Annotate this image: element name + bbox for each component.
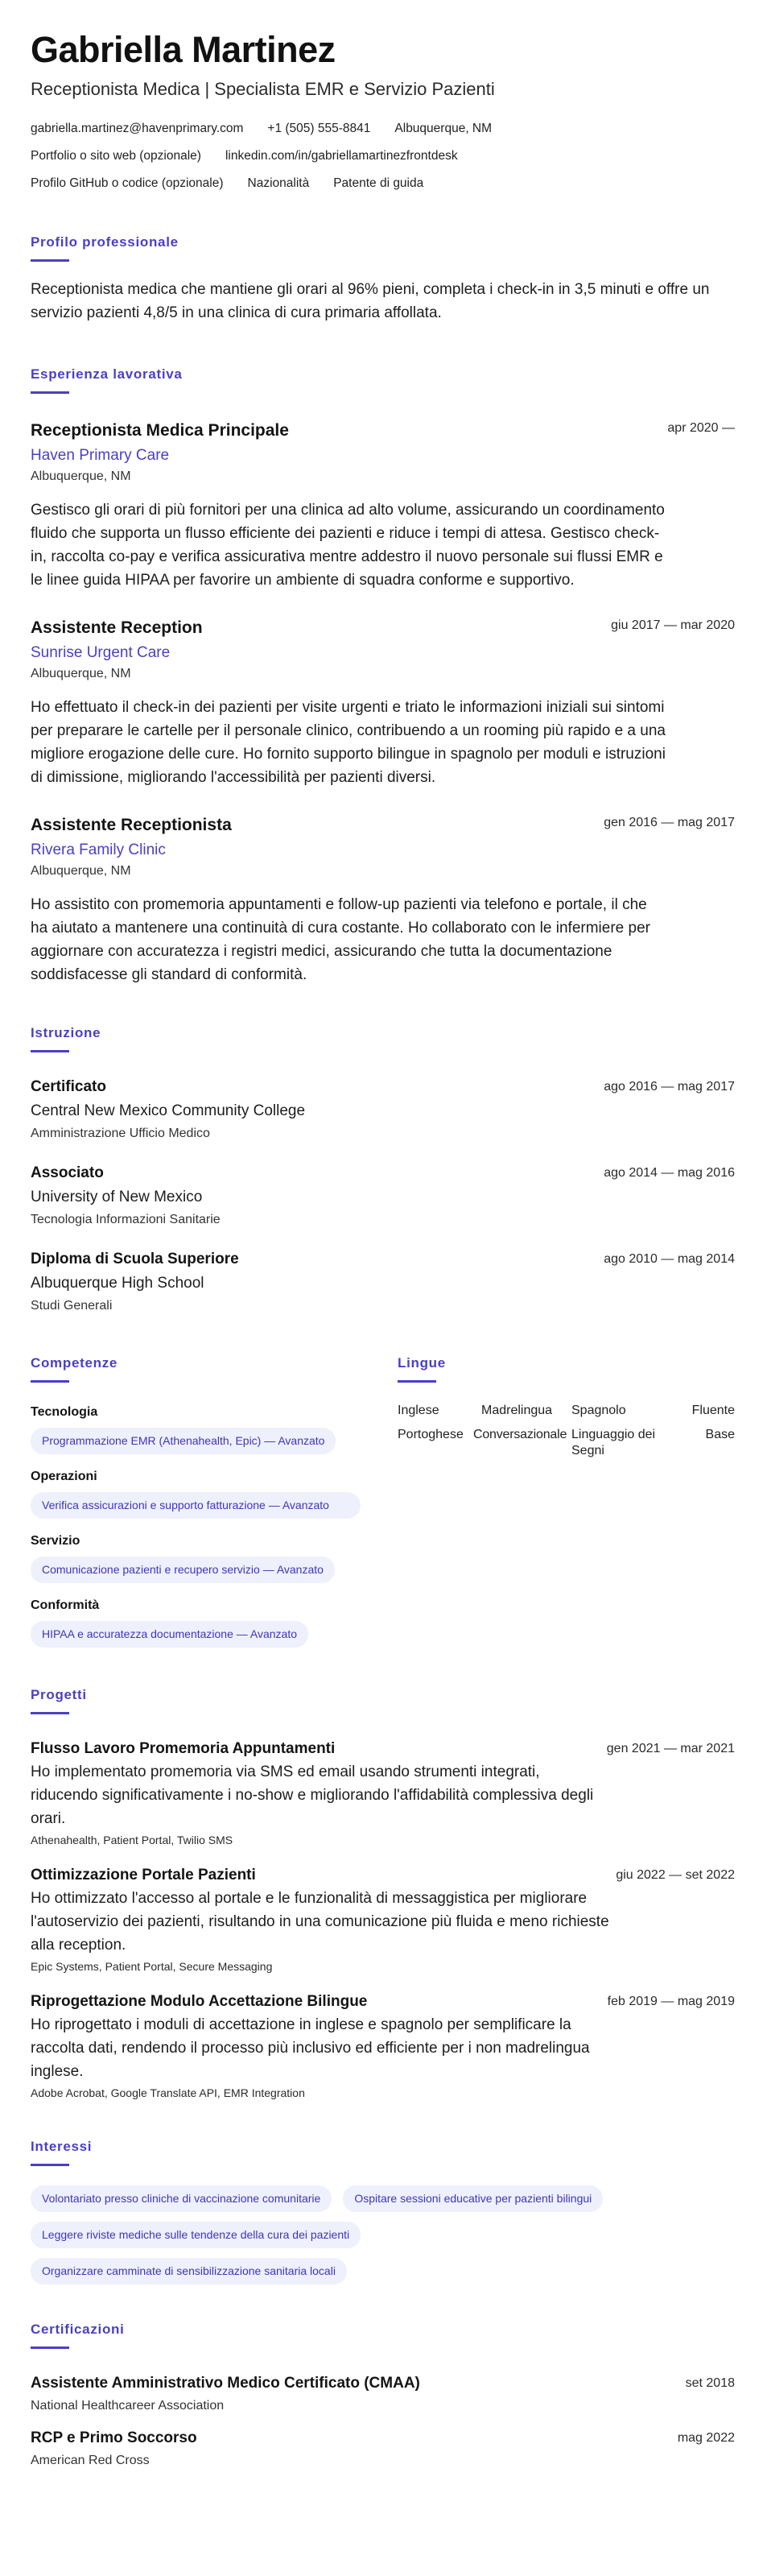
education-entry bbox=[31, 1163, 735, 1229]
certification-issuer: American Red Cross bbox=[31, 2454, 150, 2467]
interest-tag: Leggere riviste mediche sulle tendenze della cura dei pazienti bbox=[31, 2222, 361, 2248]
language-row bbox=[398, 1403, 735, 1422]
resume-header bbox=[31, 29, 735, 192]
language-level: Madrelingua bbox=[481, 1404, 553, 1417]
education-school: Albuquerque High School bbox=[31, 1275, 204, 1292]
education-entry bbox=[31, 1249, 735, 1315]
education-date: ago 2016 — mag 2017 bbox=[604, 1080, 735, 1094]
interests-list bbox=[31, 2185, 699, 2294]
certification-entry bbox=[31, 2428, 735, 2470]
project-title: Riprogettazione Modulo Accettazione Bilingue bbox=[31, 1993, 368, 2010]
job-entry bbox=[31, 617, 735, 789]
contact-portfolio[interactable]: Portfolio o sito web (opzionale) bbox=[31, 149, 201, 163]
details-row bbox=[31, 176, 735, 192]
job-description: Ho assistito con promemoria appuntamenti e follow-up pazienti via telefono e portale, il che ha aiutato a mantenere una continuità di cura costante. Ho collaborato con le infermiere per aggiornare con accuratezza i registri medici, assicurando che tutta la documentazione soddisfacesse gli standard di conformità. bbox=[31, 896, 650, 983]
project-description: Ho riprogettato i moduli di accettazione in inglese e spagnolo per semplificare la raccolta dati, rendendo il processo più inclusivo ed efficiente per i non madrelingua inglese. bbox=[31, 2016, 590, 2080]
job-description: Gestisco gli orari di più fornitori per una clinica ad alto volume, assicurando un coordinamento fluido che supporta un flusso efficiente dei pazienti e riduce i tempi di attesa. Gestisco check-in, raccolta co-pay e verifica assicurativa mentre addestro il nuovo personale sui flussi EMR e le linee guida HIPAA per favorire un ambiente di squadra conforme e supportivo. bbox=[31, 502, 665, 589]
section-divider bbox=[31, 259, 69, 262]
projects-section bbox=[31, 1686, 735, 2101]
job-title: Assistente Receptionista bbox=[31, 816, 232, 834]
job-title: Assistente Reception bbox=[31, 618, 203, 637]
certification-date: set 2018 bbox=[685, 2376, 735, 2390]
education-date: ago 2010 — mag 2014 bbox=[604, 1252, 735, 1266]
education-date: ago 2014 — mag 2016 bbox=[604, 1166, 735, 1180]
education-section bbox=[31, 1024, 735, 1315]
section-divider bbox=[31, 1050, 69, 1052]
interest-tag: Volontariato presso cliniche di vaccinazione comunitarie bbox=[31, 2185, 332, 2212]
education-school: Central New Mexico Community College bbox=[31, 1102, 306, 1119]
skill-category: Operazioni bbox=[31, 1470, 97, 1483]
experience-title: Esperienza lavorativa bbox=[31, 366, 183, 382]
language-level: Fluente bbox=[691, 1404, 735, 1417]
project-description: Ho implementato promemoria via SMS ed email usando strumenti integrati, riducendo significativamente i no-show e migliorando l'affidabilità complessiva degli orari. bbox=[31, 1764, 594, 1827]
skill-tag: Programmazione EMR (Athenahealth, Epic) — Avanzato bbox=[31, 1428, 336, 1454]
language-name: Portoghese bbox=[398, 1428, 464, 1441]
job-company: Haven Primary Care bbox=[31, 447, 170, 464]
job-title: Receptionista Medica Principale bbox=[31, 421, 289, 440]
job-location: Albuquerque, NM bbox=[31, 864, 131, 878]
project-title: Flusso Lavoro Promemoria Appuntamenti bbox=[31, 1740, 336, 1757]
skills-title: Competenze bbox=[31, 1355, 118, 1371]
language-name: Inglese bbox=[398, 1404, 439, 1417]
project-technologies: Adobe Acrobat, Google Translate API, EMR Integration bbox=[31, 2086, 305, 2099]
job-company: Rivera Family Clinic bbox=[31, 841, 166, 858]
job-location: Albuquerque, NM bbox=[31, 667, 131, 680]
skill-group bbox=[31, 1404, 398, 1454]
skill-category: Servizio bbox=[31, 1534, 80, 1548]
project-date: giu 2022 — set 2022 bbox=[616, 1868, 735, 1882]
education-degree: Certificato bbox=[31, 1078, 106, 1095]
project-date: gen 2021 — mar 2021 bbox=[606, 1742, 735, 1755]
education-title: Istruzione bbox=[31, 1025, 101, 1040]
education-field: Tecnologia Informazioni Sanitarie bbox=[31, 1213, 221, 1226]
project-entry bbox=[31, 1739, 735, 1848]
certifications-section bbox=[31, 2321, 735, 2470]
certification-entry bbox=[31, 2373, 735, 2415]
section-divider bbox=[31, 1380, 69, 1383]
projects-title: Progetti bbox=[31, 1687, 87, 1702]
section-divider bbox=[31, 2347, 69, 2349]
certification-date: mag 2022 bbox=[677, 2431, 735, 2445]
interests-section bbox=[31, 2138, 735, 2294]
certification-name: Assistente Amministrativo Medico Certificato (CMAA) bbox=[31, 2375, 420, 2392]
job-date: gen 2016 — mag 2017 bbox=[604, 816, 735, 829]
skill-group bbox=[31, 1532, 398, 1583]
summary-text: Receptionista medica che mantiene gli orari al 96% pieni, completa i check-in in 3,5 minuti e offre un servizio pazienti 4,8/5 in una clinica di cura primaria affollata. bbox=[31, 281, 710, 321]
contact-github[interactable]: Profilo GitHub o codice (opzionale) bbox=[31, 176, 224, 190]
contact-license: Patente di guida bbox=[333, 176, 424, 190]
project-technologies: Athenahealth, Patient Portal, Twilio SMS bbox=[31, 1834, 233, 1846]
job-company: Sunrise Urgent Care bbox=[31, 644, 171, 661]
project-date: feb 2019 — mag 2019 bbox=[607, 1995, 735, 2008]
project-entry bbox=[31, 1991, 735, 2101]
education-field: Amministrazione Ufficio Medico bbox=[31, 1127, 210, 1140]
summary-title: Profilo professionale bbox=[31, 234, 179, 250]
education-field: Studi Generali bbox=[31, 1299, 113, 1313]
language-name: Spagnolo bbox=[571, 1404, 626, 1417]
project-technologies: Epic Systems, Patient Portal, Secure Messaging bbox=[31, 1960, 273, 1973]
skill-tag: HIPAA e accuratezza documentazione — Avanzato bbox=[31, 1621, 308, 1648]
skill-group bbox=[31, 1597, 398, 1648]
project-description: Ho ottimizzato l'accesso al portale e le funzionalità di messaggistica per migliorare l'autoservizio dei pazienti, risultando in una comunicazione più fluida e meno richieste alla reception. bbox=[31, 1890, 609, 1954]
experience-section bbox=[31, 366, 735, 986]
skill-group bbox=[31, 1468, 398, 1519]
languages-title: Lingue bbox=[398, 1355, 446, 1371]
education-degree: Diploma di Scuola Superiore bbox=[31, 1251, 239, 1267]
skill-category: Tecnologia bbox=[31, 1405, 98, 1419]
certification-name: RCP e Primo Soccorso bbox=[31, 2429, 197, 2446]
candidate-name: Gabriella Martinez bbox=[31, 29, 336, 70]
contact-row bbox=[31, 121, 735, 137]
project-title: Ottimizzazione Portale Pazienti bbox=[31, 1867, 256, 1883]
summary-section bbox=[31, 234, 735, 325]
interest-tag: Organizzare camminate di sensibilizzazione sanitaria locali bbox=[31, 2258, 347, 2284]
skills-languages-section bbox=[31, 1354, 735, 1648]
project-entry bbox=[31, 1865, 735, 1974]
section-divider bbox=[31, 2164, 69, 2166]
certifications-title: Certificazioni bbox=[31, 2322, 125, 2337]
section-divider bbox=[398, 1380, 436, 1383]
section-divider bbox=[31, 1712, 69, 1714]
language-level: Base bbox=[705, 1428, 735, 1441]
links-row bbox=[31, 148, 735, 164]
education-degree: Associato bbox=[31, 1164, 104, 1181]
languages-column bbox=[398, 1354, 735, 1648]
job-location: Albuquerque, NM bbox=[31, 469, 131, 483]
contact-email[interactable]: gabriella.martinez@havenprimary.com bbox=[31, 122, 244, 135]
skill-category: Conformità bbox=[31, 1598, 100, 1612]
contact-phone[interactable]: +1 (505) 555-8841 bbox=[267, 122, 371, 135]
candidate-headline: Receptionista Medica | Specialista EMR e Servizio Pazienti bbox=[31, 79, 495, 99]
education-entry bbox=[31, 1077, 735, 1143]
education-school: University of New Mexico bbox=[31, 1189, 203, 1205]
language-name: Linguaggio dei Segni bbox=[571, 1428, 656, 1458]
section-divider bbox=[31, 391, 69, 394]
contact-linkedin[interactable]: linkedin.com/in/gabriellamartinezfrontdesk bbox=[225, 149, 458, 163]
skill-tag: Verifica assicurazioni e supporto fatturazione — Avanzato bbox=[31, 1492, 361, 1519]
job-entry bbox=[31, 814, 735, 986]
skill-tag: Comunicazione pazienti e recupero servizio — Avanzato bbox=[31, 1557, 335, 1583]
language-row bbox=[398, 1427, 735, 1462]
job-entry bbox=[31, 420, 735, 592]
job-date: giu 2017 — mar 2020 bbox=[611, 618, 735, 632]
certification-issuer: National Healthcareer Association bbox=[31, 2399, 225, 2413]
skills-column bbox=[31, 1354, 398, 1648]
contact-nationality: Nazionalità bbox=[247, 176, 310, 190]
interest-tag: Ospitare sessioni educative per pazienti bilingui bbox=[343, 2185, 603, 2212]
language-level: Conversazionale bbox=[473, 1428, 567, 1441]
contact-location: Albuquerque, NM bbox=[394, 122, 493, 135]
job-description: Ho effettuato il check-in dei pazienti per visite urgenti e triato le informazioni iniziali sui sintomi per preparare le cartelle per il personale clinico, contribuendo a un rooming più rapido e a una migliore erogazione delle cure. Ho fornito supporto bilingue in spagnolo per moduli e istruzioni di dimissione, migliorando l'accessibilità per pazienti diversi. bbox=[31, 699, 666, 786]
interests-title: Interessi bbox=[31, 2139, 93, 2154]
job-date: apr 2020 — bbox=[667, 421, 735, 435]
